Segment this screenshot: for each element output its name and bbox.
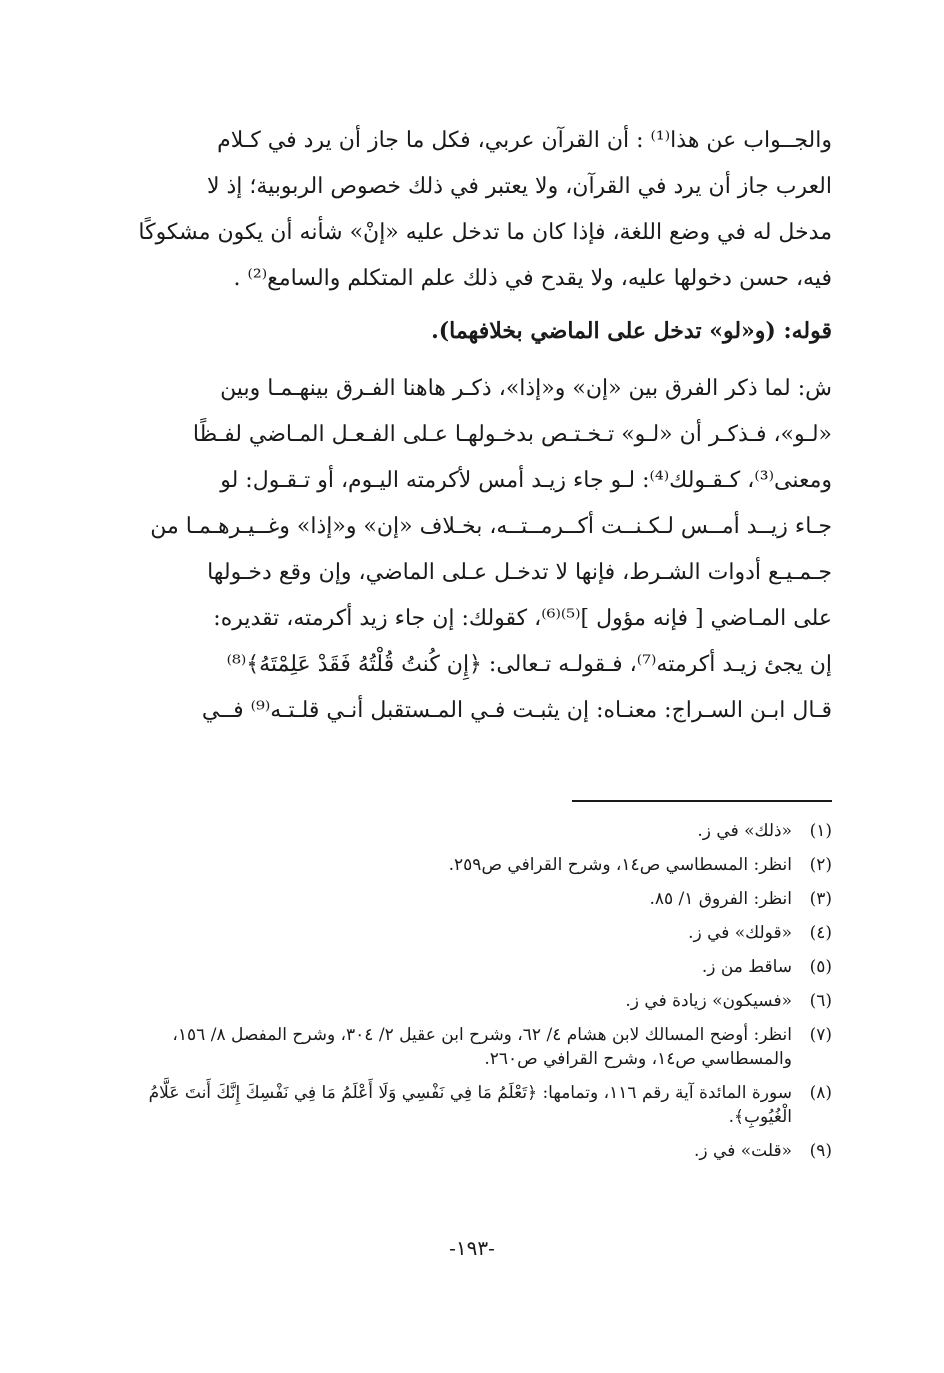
text-line: مدخل له في وضع اللغة، فإذا كان ما تدخل عليه «إنْ» شأنه أن يكون مشكوكًا bbox=[138, 220, 832, 245]
footnote-number: (٨) bbox=[809, 1083, 832, 1103]
footnote bbox=[120, 916, 832, 950]
footnote bbox=[120, 814, 832, 848]
footnote-text: انظر: الفروق ١/ ٨٥. bbox=[649, 889, 792, 909]
footnote-text: «فسيكون» زيادة في ز. bbox=[625, 991, 792, 1011]
text-line: ش: لما ذكر الفرق بين «إن» و«إذا»، ذكـر هاهنا الفـرق بينهـمـا وبين bbox=[220, 376, 832, 401]
footnote-number: (٩) bbox=[809, 1141, 832, 1161]
footnote bbox=[120, 1018, 832, 1076]
footnote bbox=[120, 950, 832, 984]
footnote-number: (١) bbox=[809, 821, 832, 841]
footnote bbox=[120, 984, 832, 1018]
page-number: -١٩٣- bbox=[449, 1236, 495, 1260]
text-line: قـال ابـن السـراج: معنـاه: إن يثبـت فـي المـستقبل أنـي قلـتـه⁽⁹⁾ فــي bbox=[201, 698, 832, 723]
footnotes bbox=[120, 814, 832, 1168]
footnote-text: ساقط من ز. bbox=[701, 957, 792, 977]
footnote-number: (٧) bbox=[809, 1025, 832, 1045]
text-line: إن يجئ زيـد أكرمته⁽⁷⁾، فـقولـه تـعالى: ﴿إِن كُنتُ قُلْتُهُ فَقَدْ عَلِمْتَهُ﴾⁽⁸⁾ bbox=[226, 652, 832, 677]
text-line: «لـو»، فـذكـر أن «لـو» تـخـتـص بدخـولهـا عـلى الفـعـل المـاضي لفـظًا bbox=[192, 422, 832, 447]
footnote bbox=[120, 882, 832, 916]
footnote bbox=[120, 1134, 832, 1168]
text-line: فيه، حسن دخولها عليه، ولا يقدح في ذلك علم المتكلم والسامع⁽²⁾ . bbox=[233, 266, 832, 291]
footnote-number: (٦) bbox=[809, 991, 832, 1011]
footnote bbox=[120, 848, 832, 882]
text-line: والجــواب عن هذا⁽¹⁾ : أن القرآن عربي، فكل ما جاز أن يرد في كـلام bbox=[217, 128, 832, 153]
text-line: على المـاضي [ فإنه مؤول ]⁽⁵⁾⁽⁶⁾، كقولك: إن جاء زيد أكرمته، تقديره: bbox=[213, 606, 832, 631]
footnote bbox=[120, 1076, 832, 1134]
footnote-text: انظر: المسطاسي ص١٤، وشرح القرافي ص٢٥٩. bbox=[448, 855, 792, 875]
footnote-text: «قلت» في ز. bbox=[694, 1141, 792, 1161]
section-heading: قوله: (و«لو» تدخل على الماضي بخلافهما). bbox=[431, 318, 832, 344]
footnote-number: (٢) bbox=[809, 855, 832, 875]
footnote-divider bbox=[572, 800, 832, 802]
footnote-text: «ذلك» في ز. bbox=[697, 821, 792, 841]
footnote-number: (٣) bbox=[809, 889, 832, 909]
footnote-number: (٥) bbox=[809, 957, 832, 977]
text-line: جـمـيـع أدوات الشـرط، فإنها لا تدخـل عـلى الماضي، وإن وقع دخـولها bbox=[207, 560, 832, 585]
footnote-text: سورة المائدة آية رقم ١١٦، وتمامها: ﴿تَعْلَمُ مَا فِي نَفْسِي وَلَا أَعْلَمُ مَا فِي نَفْسِكَ إِنَّكَ أَنتَ عَلَّامُ الْغُيُوبِ﴾. bbox=[148, 1083, 792, 1127]
footnote-text: انظر: أوضح المسالك لابن هشام ٤/ ٦٢، وشرح ابن عقيل ٢/ ٣٠٤، وشرح المفصل ٨/ ١٥٦، والمسطاسي ص١٤، وشرح القرافي ص٢٦٠. bbox=[172, 1025, 792, 1069]
footnote-number: (٤) bbox=[809, 923, 832, 943]
text-line: ومعنى⁽³⁾، كـقـولك⁽⁴⁾: لـو جاء زيـد أمس لأكرمته اليـوم، أو تـقـول: لو bbox=[220, 468, 832, 493]
text-line: العرب جاز أن يرد في القرآن، ولا يعتبر في ذلك خصوص الربوبية؛ إذ لا bbox=[206, 174, 832, 199]
text-line: جـاء زيــد أمــس لـكـنــت أكــرمــتــه، بخـلاف «إن» و«إذا» وغــيـرهـمـا من bbox=[150, 514, 832, 539]
footnote-text: «قولك» في ز. bbox=[688, 923, 792, 943]
main-text-block bbox=[120, 118, 832, 734]
